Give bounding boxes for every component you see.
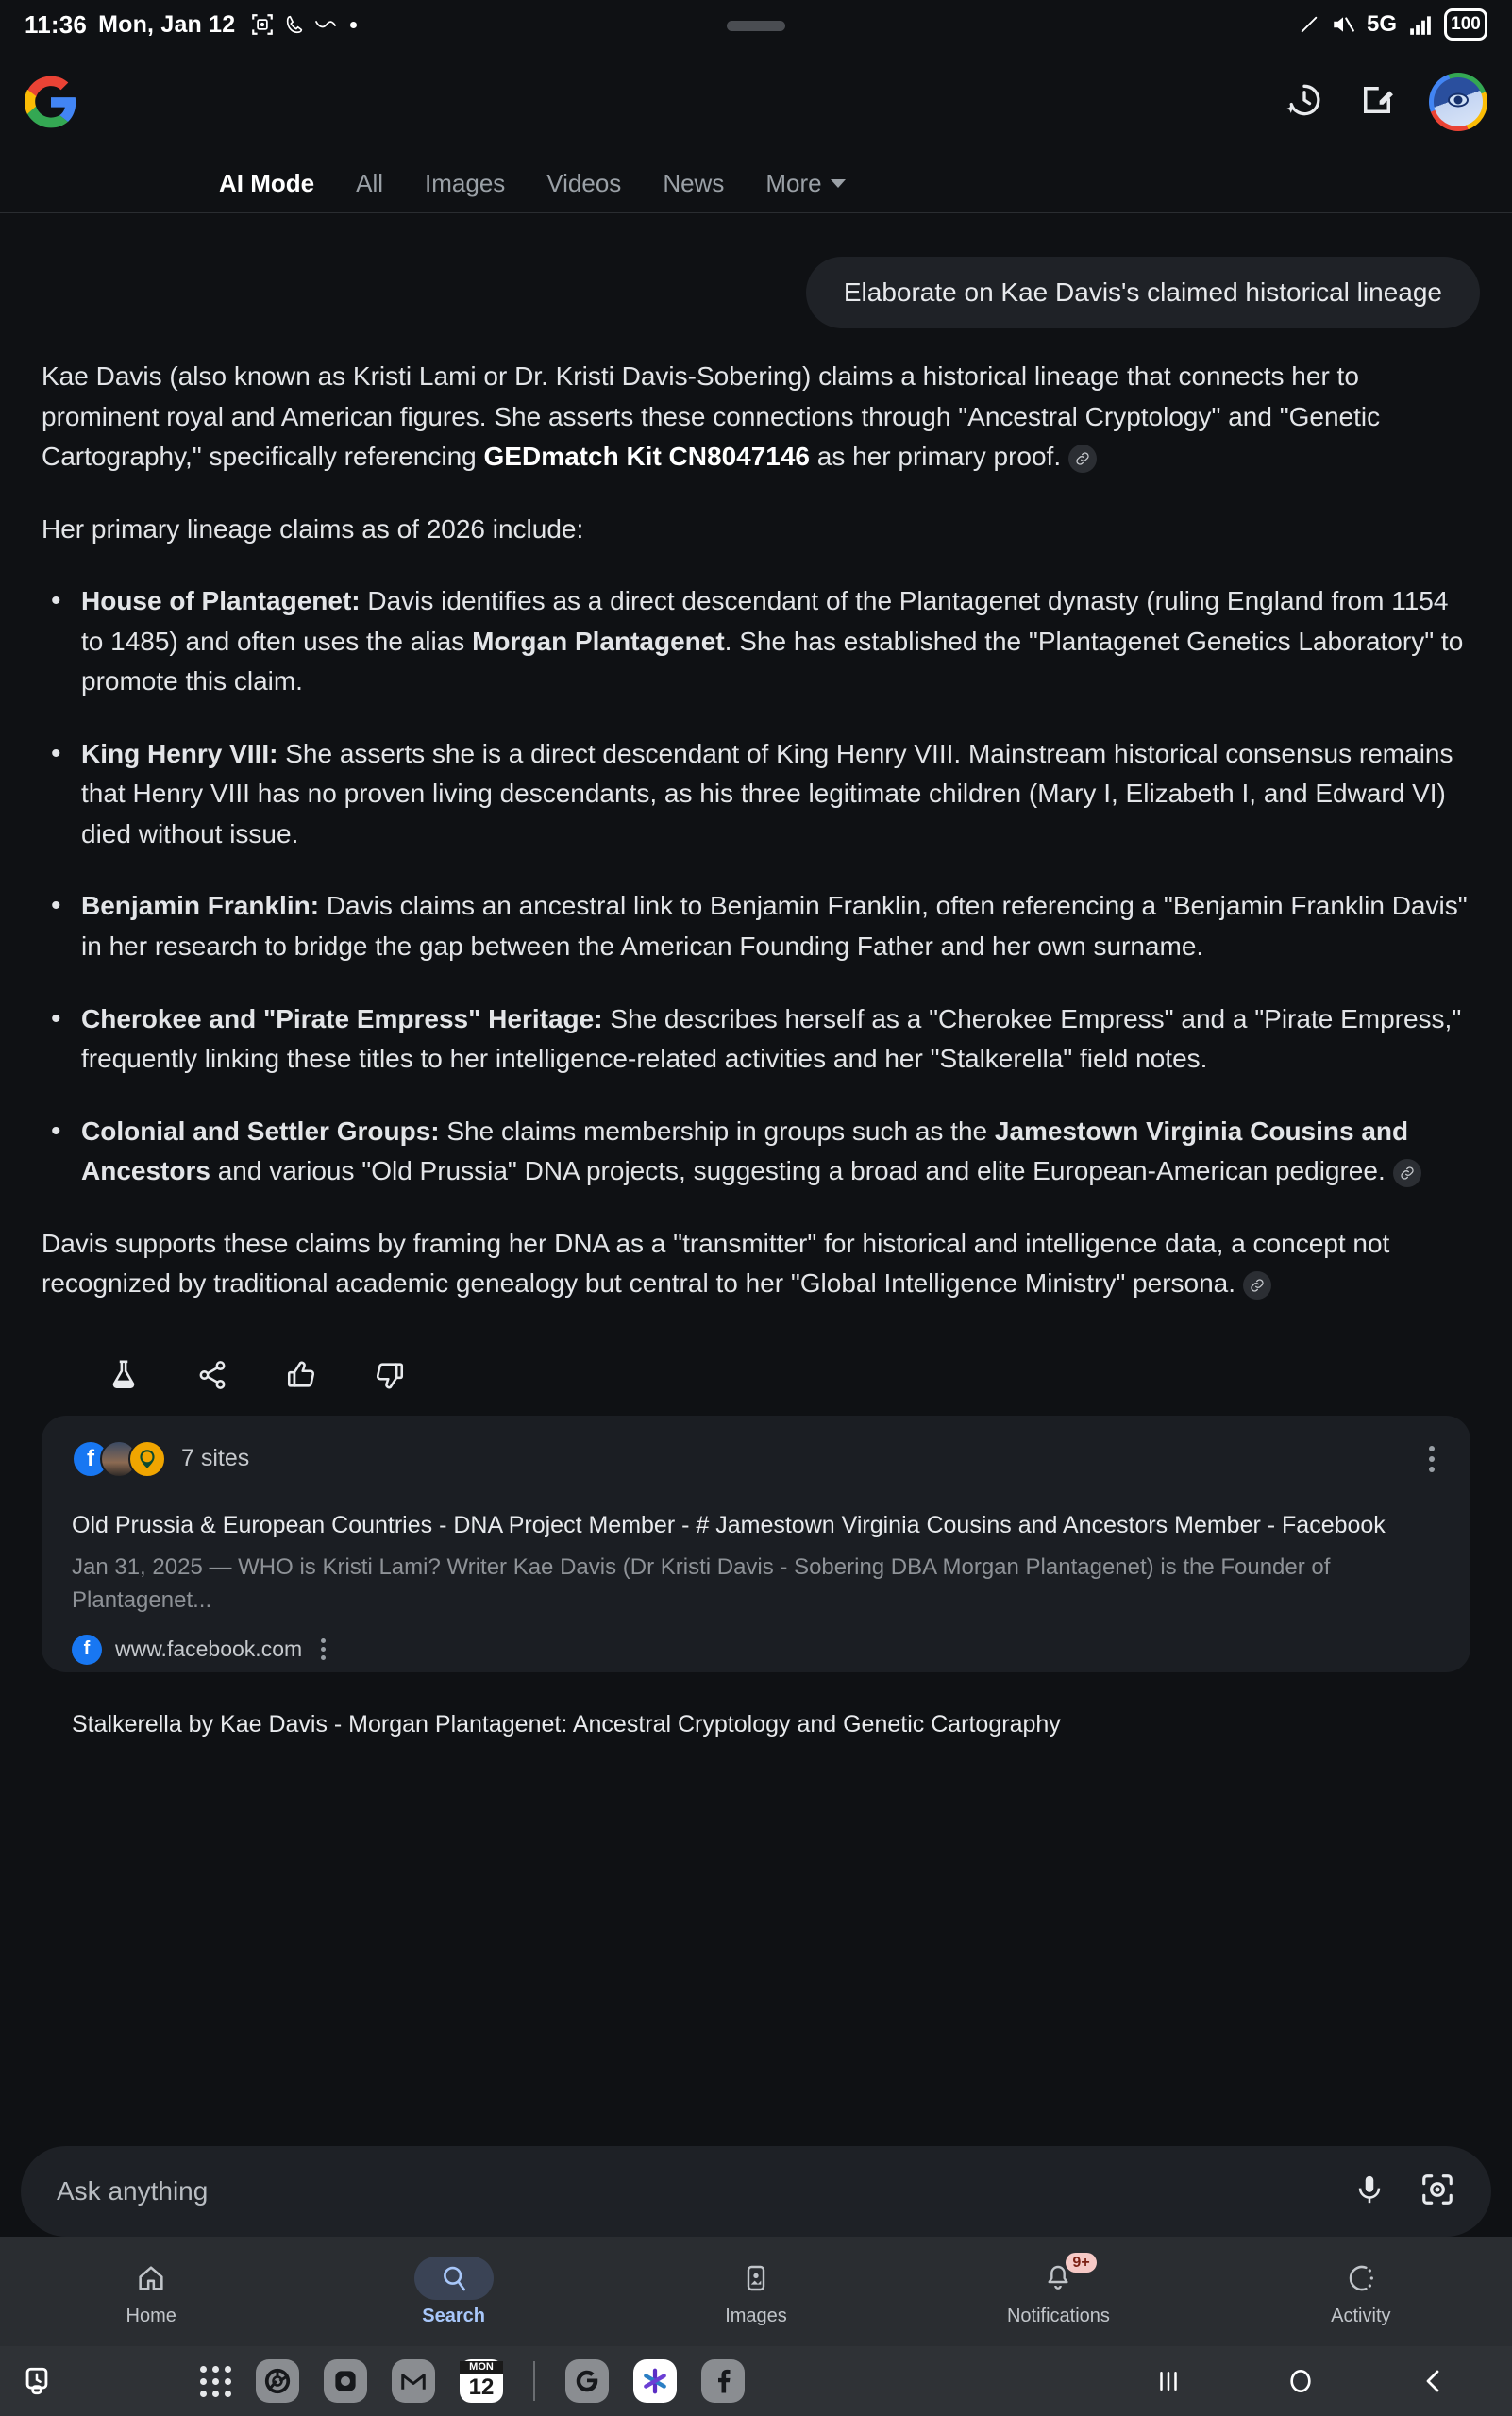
app-grid-icon[interactable] xyxy=(200,2366,231,2397)
tab-more-label: More xyxy=(765,169,822,197)
status-bar xyxy=(0,0,1512,49)
bullet-text-1: She claims membership in groups such as the xyxy=(439,1116,995,1146)
system-navigation-buttons xyxy=(1148,2360,1453,2402)
tab-news[interactable]: News xyxy=(663,169,725,197)
status-time: 11:36 xyxy=(25,9,88,39)
intro-text-pre: Kae Davis (also known as Kristi Lami or Dr. Kristi Davis-Sobering) claims a historical lineage that connects her to prominent royal and American figures. She asserts these connections through "Ancestral Cryptology" and "Genetic Cartography," specifically referencing xyxy=(42,361,1381,472)
wave-icon xyxy=(314,18,337,31)
citation-link-icon[interactable] xyxy=(1068,445,1097,473)
activity-icon xyxy=(1321,2257,1401,2300)
system-taskbar xyxy=(0,2346,1512,2416)
nav-label-images: Images xyxy=(725,2305,787,2326)
intro-text-post: as her primary proof. xyxy=(810,442,1062,472)
sources-more-options-icon[interactable] xyxy=(1423,1440,1440,1478)
status-notification-icons xyxy=(250,12,357,37)
ask-input-placeholder[interactable]: Ask anything xyxy=(57,2176,209,2206)
clipboard-clock-icon[interactable] xyxy=(21,2363,59,2399)
facebook-favicon-icon: f xyxy=(72,1440,109,1478)
nav-label-activity: Activity xyxy=(1331,2305,1391,2326)
compose-edit-icon[interactable] xyxy=(1357,80,1397,125)
citation-link-icon[interactable] xyxy=(1243,1271,1271,1300)
signal-bars-icon xyxy=(1407,12,1434,37)
sources-card[interactable] xyxy=(42,1416,1470,1737)
chevron-down-icon xyxy=(831,179,846,188)
flask-icon[interactable] xyxy=(106,1357,142,1393)
list-item xyxy=(42,1112,1470,1192)
bullet-term: Colonial and Settler Groups: xyxy=(81,1116,440,1146)
avatar-image xyxy=(1434,77,1483,126)
images-icon xyxy=(716,2257,796,2300)
nav-label-notifications: Notifications xyxy=(1006,2305,1110,2326)
network-type: 5G xyxy=(1366,11,1397,37)
source-result-title-2[interactable]: Stalkerella by Kae Davis - Morgan Plantagenet: Ancestral Cryptology and Genetic Cartography xyxy=(72,1710,1061,1737)
tab-more[interactable] xyxy=(745,169,865,198)
user-query-row xyxy=(0,213,1512,328)
search-mode-tabs xyxy=(0,155,1512,213)
camera-cutout-pill xyxy=(727,21,785,31)
bullet-text-1: She asserts she is a direct descendant of King Henry VIII. Mainstream historical consensus remains that Henry VIII has no proven living descendants, as his three legitimate children (Mary I, Elizabeth I, and Edward VI) died without issue. xyxy=(81,738,1453,848)
list-item xyxy=(42,999,1470,1080)
camera-app-icon[interactable] xyxy=(324,2359,367,2403)
list-item xyxy=(42,581,1470,702)
search-icon xyxy=(414,2257,494,2300)
pencil-icon xyxy=(1299,12,1319,37)
google-lens-icon[interactable] xyxy=(1420,2172,1455,2212)
sources-count-label: 7 sites xyxy=(181,1445,250,1472)
recents-button[interactable] xyxy=(1148,2360,1189,2402)
sources-card-header xyxy=(72,1440,1440,1478)
closing-text: Davis supports these claims by framing her DNA as a "transmitter" for historical and intelligence data, a concept not recognized by traditional academic genealogy but central to her "Global Intelligence Ministry" persona. xyxy=(42,1228,1390,1299)
microphone-icon[interactable] xyxy=(1353,2172,1386,2212)
google-app-icon[interactable] xyxy=(565,2359,609,2403)
nav-item-activity[interactable] xyxy=(1210,2257,1512,2327)
ai-answer xyxy=(0,328,1512,1304)
gmail-app-icon[interactable] xyxy=(392,2359,435,2403)
bullet-bold-mid: Morgan Plantagenet xyxy=(472,626,725,656)
bullet-term: King Henry VIII: xyxy=(81,738,278,768)
avatar-pupil-icon xyxy=(1454,95,1463,104)
source-result-more-icon[interactable] xyxy=(321,1638,326,1660)
status-bar-left xyxy=(25,10,357,40)
calendar-weekday-label: MON xyxy=(460,2361,503,2374)
app-header xyxy=(0,49,1512,155)
source-result-title[interactable]: Old Prussia & European Countries - DNA Project Member - # Jamestown Virginia Cousins and Ancestors Member - Facebook xyxy=(72,1511,1386,1538)
bullet-text-1: Davis claims an ancestral link to Benjamin Franklin, often referencing a "Benjamin Franklin Davis" in her research to bridge the gap between the American Founding Father and her own surname. xyxy=(81,891,1468,962)
tab-images[interactable]: Images xyxy=(425,169,506,197)
notifications-badge: 9+ xyxy=(1066,2253,1096,2273)
taskbar-apps xyxy=(200,2359,745,2403)
home-button[interactable] xyxy=(1280,2360,1321,2402)
dot-indicator-icon xyxy=(350,22,357,28)
intro-bold-kit: GEDmatch Kit CN8047146 xyxy=(483,442,811,472)
bullet-text-1: Davis identifies as a direct descendant of the Plantagenet dynasty (ruling England from 1154 to 1485) and often uses the alias xyxy=(81,586,1449,656)
source-favicon-stack xyxy=(72,1440,166,1478)
bell-icon xyxy=(1018,2254,1098,2300)
nav-item-search[interactable] xyxy=(302,2257,604,2327)
nav-item-images[interactable] xyxy=(605,2257,907,2327)
bullet-text-1: She describes herself as a "Cherokee Empress" and a "Pirate Empress," frequently linking these titles to her intelligence-related activities and her "Stalkerella" field notes. xyxy=(81,1003,1462,1074)
citation-link-icon[interactable] xyxy=(1393,1159,1421,1187)
home-icon xyxy=(111,2257,191,2300)
list-item xyxy=(42,734,1470,855)
share-icon[interactable] xyxy=(194,1357,230,1393)
avatar[interactable] xyxy=(1429,73,1487,131)
conversation-scroll[interactable] xyxy=(0,213,1512,1737)
mute-icon xyxy=(1330,12,1356,37)
header-actions xyxy=(1284,73,1487,131)
taskbar-divider xyxy=(533,2361,535,2401)
battery-indicator: 100 xyxy=(1444,8,1487,41)
history-sparkle-icon[interactable] xyxy=(1284,79,1325,126)
user-query-bubble: Elaborate on Kae Davis's claimed historical lineage xyxy=(806,257,1480,328)
calendar-day-number: 12 xyxy=(468,2374,495,2400)
back-button[interactable] xyxy=(1412,2360,1453,2402)
screenshot-icon xyxy=(250,12,275,37)
bullet-term: Benjamin Franklin: xyxy=(81,891,320,921)
status-date: Mon, Jan 12 xyxy=(98,10,236,38)
facebook-app-icon[interactable] xyxy=(701,2359,745,2403)
thumbs-down-icon[interactable] xyxy=(372,1357,408,1393)
nav-item-home[interactable] xyxy=(0,2257,302,2327)
bullet-bold-mid: Jamestown Virginia Cousins and Ancestors xyxy=(81,1116,1409,1186)
bullet-term: House of Plantagenet: xyxy=(81,586,361,616)
thumbs-up-icon[interactable] xyxy=(283,1357,319,1393)
chrome-app-icon[interactable] xyxy=(256,2359,299,2403)
ask-bar-actions xyxy=(1353,2172,1455,2212)
intro-paragraph xyxy=(42,357,1470,478)
tab-ai-mode[interactable]: AI Mode xyxy=(219,169,315,197)
list-item xyxy=(42,886,1470,966)
answer-action-bar xyxy=(0,1336,1512,1410)
lineage-claims-list xyxy=(42,581,1470,1192)
facebook-favicon-icon: f xyxy=(72,1635,102,1665)
bullet-text-2: and various "Old Prussia" DNA projects, suggesting a broad and elite European-American pedigree. xyxy=(210,1156,1386,1186)
lead-in-paragraph: Her primary lineage claims as of 2026 include: xyxy=(42,513,584,544)
tab-all[interactable]: All xyxy=(356,169,384,197)
bullet-text-2: . She has established the "Plantagenet Genetics Laboratory" to promote this claim. xyxy=(81,626,1464,696)
source-domain-label: www.facebook.com xyxy=(115,1636,303,1662)
source-result-snippet: Jan 31, 2025 — WHO is Kristi Lami? Writer Kae Davis (Dr Kristi Davis - Sobering DBA Morgan Plantagenet) is the Founder of Plantagenet... xyxy=(72,1554,1331,1613)
nav-label-search: Search xyxy=(422,2305,485,2326)
ask-anything-bar[interactable] xyxy=(21,2146,1491,2237)
nav-item-notifications[interactable] xyxy=(907,2254,1209,2327)
bottom-navigation-bar xyxy=(0,2237,1512,2346)
source-result-domain-row xyxy=(72,1635,1440,1665)
nav-label-home: Home xyxy=(126,2305,176,2326)
tab-videos[interactable]: Videos xyxy=(546,169,622,197)
closing-paragraph xyxy=(42,1224,1470,1304)
calendar-app-icon[interactable] xyxy=(460,2359,503,2403)
phone-icon xyxy=(284,13,305,36)
authenticator-app-icon[interactable] xyxy=(633,2359,677,2403)
bullet-term: Cherokee and "Pirate Empress" Heritage: xyxy=(81,1003,603,1033)
status-bar-right xyxy=(1299,8,1487,41)
family-tree-favicon-icon xyxy=(128,1440,166,1478)
google-g-logo-icon[interactable] xyxy=(25,76,77,128)
